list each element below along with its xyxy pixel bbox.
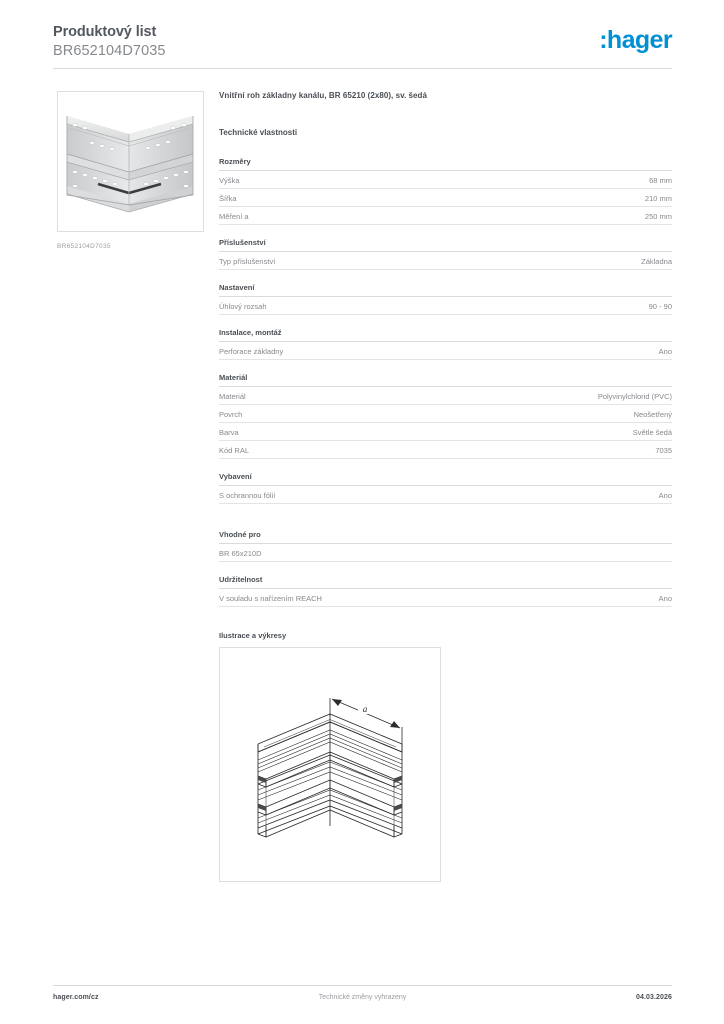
spec-value: 250 mm bbox=[644, 211, 672, 221]
group-heading: Nastavení bbox=[219, 283, 672, 297]
group-heading: Vhodné pro bbox=[219, 530, 672, 544]
spec-value: 90 - 90 bbox=[648, 301, 672, 311]
group-heading: Materiál bbox=[219, 373, 672, 387]
hager-logo: :hager bbox=[599, 26, 672, 54]
header-titles bbox=[53, 24, 166, 60]
spec-group-material bbox=[219, 373, 672, 459]
spec-label: Barva bbox=[219, 427, 239, 437]
spec-value: 7035 bbox=[655, 445, 672, 455]
spec-group-rozmery bbox=[219, 157, 672, 225]
spec-value: 68 mm bbox=[649, 175, 672, 185]
spec-label: Výška bbox=[219, 175, 240, 185]
spec-group-vybaveni bbox=[219, 472, 672, 504]
spec-label: Kód RAL bbox=[219, 445, 250, 455]
spec-row bbox=[219, 171, 672, 189]
document-reference-number: BR652104D7035 bbox=[53, 42, 166, 59]
spec-value: Ano bbox=[658, 593, 672, 603]
spec-value: Neošetřený bbox=[633, 409, 672, 419]
technical-properties-title: Technické vlastnosti bbox=[219, 128, 298, 137]
spec-row bbox=[219, 486, 672, 504]
spec-row bbox=[219, 544, 672, 562]
spec-label: Úhlový rozsah bbox=[219, 301, 267, 311]
spec-label: Měření a bbox=[219, 211, 249, 221]
spec-row bbox=[219, 342, 672, 360]
page-header bbox=[53, 24, 672, 69]
group-heading: Rozměry bbox=[219, 157, 672, 171]
group-heading: Vybavení bbox=[219, 472, 672, 486]
spec-value: 210 mm bbox=[644, 193, 672, 203]
spec-row bbox=[219, 297, 672, 315]
group-heading: Udržitelnost bbox=[219, 575, 672, 589]
spec-group-instalace-montaz bbox=[219, 328, 672, 360]
header-divider bbox=[53, 68, 672, 69]
spec-group-nastaveni bbox=[219, 283, 672, 315]
footer-date: 04.03.2026 bbox=[635, 994, 672, 1001]
main-content bbox=[219, 91, 672, 882]
spec-value: Ano bbox=[658, 346, 672, 356]
spec-value: Světle šedá bbox=[632, 427, 672, 437]
spec-label: Povrch bbox=[219, 409, 243, 419]
spec-row bbox=[219, 589, 672, 607]
spec-label: Typ příslušenství bbox=[219, 256, 276, 266]
spec-row bbox=[219, 252, 672, 270]
spec-value: Ano bbox=[658, 490, 672, 500]
spec-row bbox=[219, 387, 672, 405]
spec-group-prislusenstvi bbox=[219, 238, 672, 270]
product-photo-inner-corner-image bbox=[58, 92, 203, 231]
document-type-title: Produktový list bbox=[53, 24, 157, 40]
illustrations-heading: Ilustrace a výkresy bbox=[219, 631, 287, 640]
technical-drawing-isometric-corner bbox=[220, 648, 440, 881]
footer-website-link[interactable]: hager.com/cz bbox=[53, 994, 99, 1001]
footer-disclaimer: Technické změny vyhrazeny bbox=[318, 994, 407, 1001]
spec-group-vhodne-pro bbox=[219, 530, 672, 562]
spec-row bbox=[219, 207, 672, 225]
footer-divider bbox=[53, 985, 672, 986]
spec-label: S ochrannou fólií bbox=[219, 490, 276, 500]
product-photo-frame bbox=[57, 91, 204, 232]
spec-row bbox=[219, 405, 672, 423]
product-photo-caption: BR652104D7035 bbox=[57, 243, 111, 250]
spec-label: Materiál bbox=[219, 391, 246, 401]
group-heading: Instalace, montáž bbox=[219, 328, 672, 342]
spec-row bbox=[219, 441, 672, 459]
page-footer bbox=[53, 994, 672, 1001]
dimension-label-a: a bbox=[362, 704, 368, 714]
spec-label: Šířka bbox=[219, 193, 237, 203]
spec-value: Polyvinylchlorid (PVC) bbox=[597, 391, 672, 401]
spec-row bbox=[219, 189, 672, 207]
spec-label: V souladu s nařízením REACH bbox=[219, 593, 322, 603]
spec-value: Základna bbox=[641, 256, 672, 266]
spec-label: BR 65x210D bbox=[219, 548, 262, 558]
group-heading: Příslušenství bbox=[219, 238, 672, 252]
spec-row bbox=[219, 423, 672, 441]
technical-drawing-frame bbox=[219, 647, 441, 882]
spec-group-udrzitelnost bbox=[219, 575, 672, 607]
product-title: Vnitřní roh základny kanálu, BR 65210 (2x80), sv. šedá bbox=[219, 91, 427, 100]
spec-label: Perforace základny bbox=[219, 346, 284, 356]
